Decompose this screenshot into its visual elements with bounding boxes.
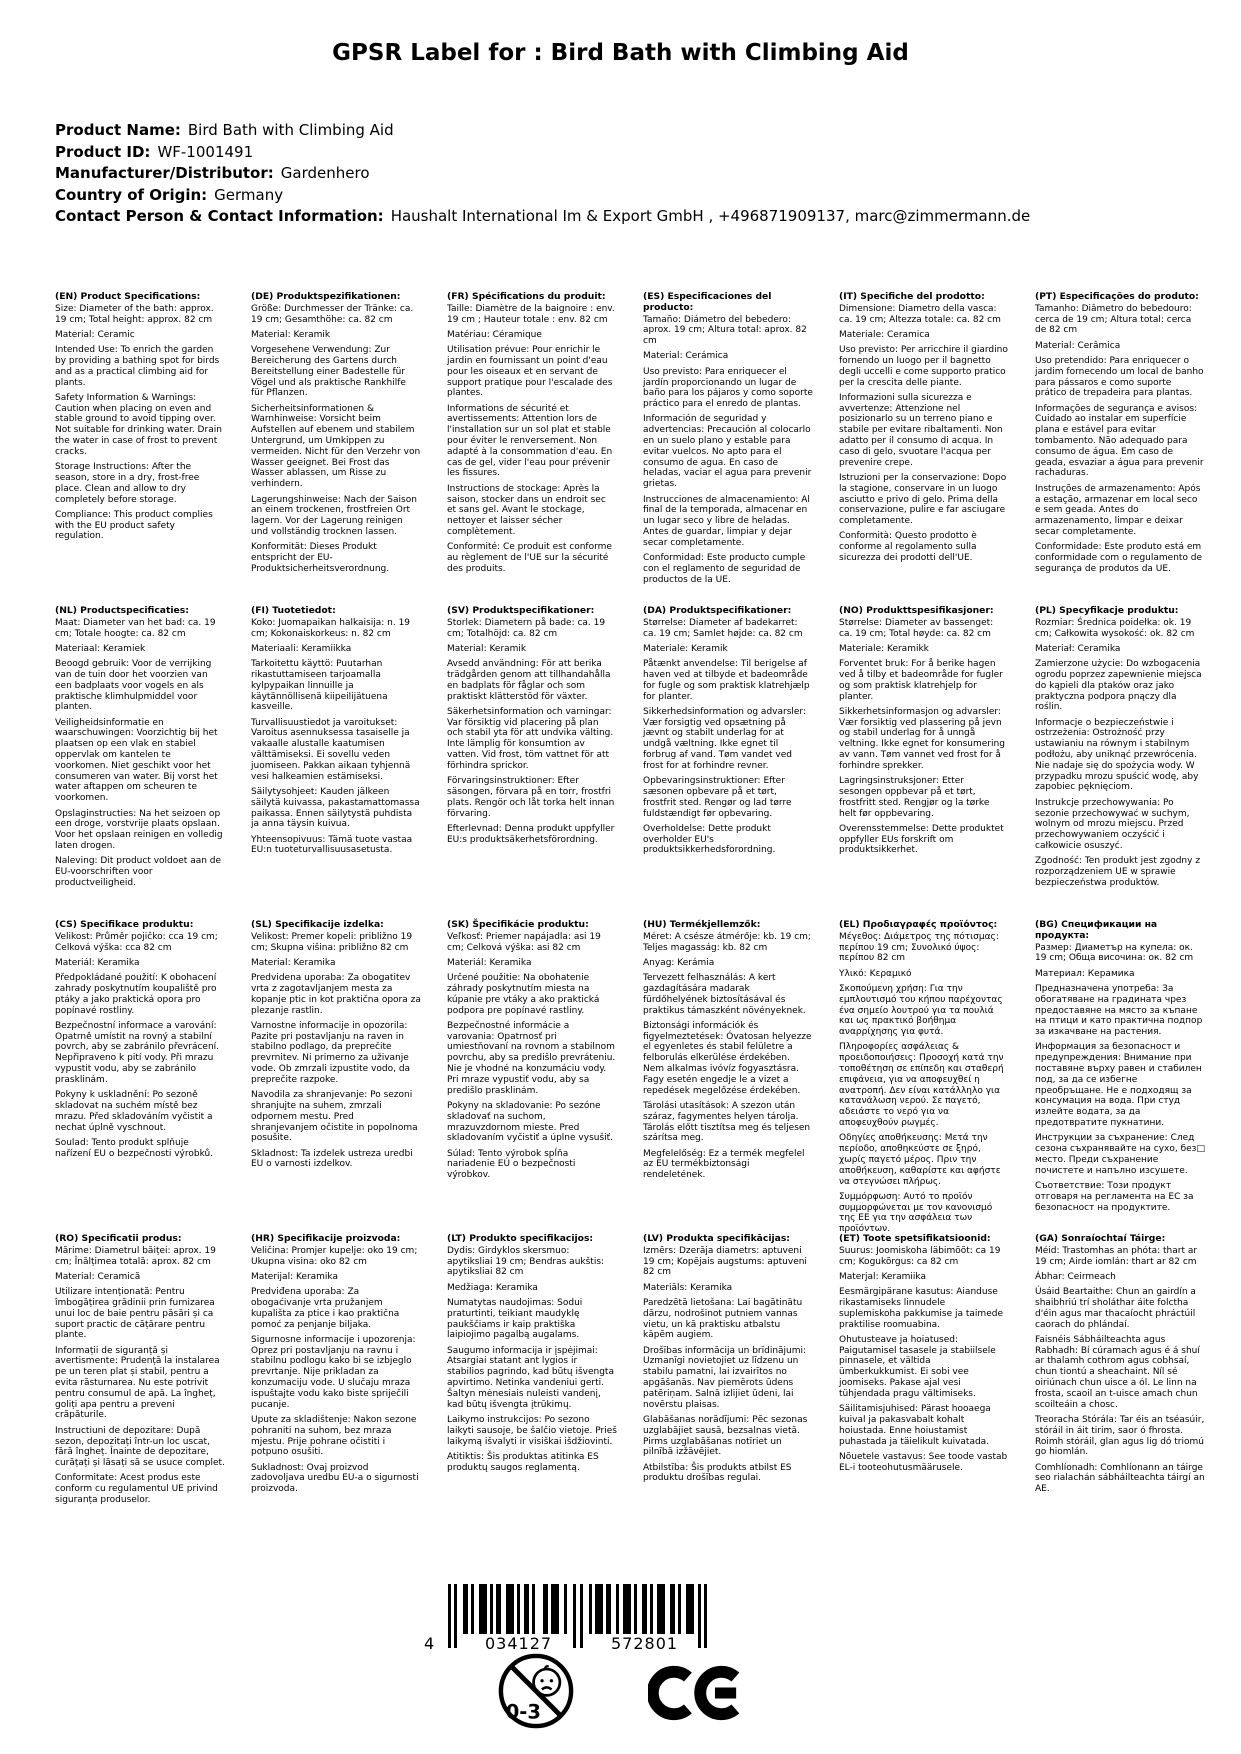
spec-paragraph: Påtænkt anvendelse: Til berigelse af haven ved at tilbyde et badeområde for fugle og som praktisk klatrehjælp for planter. — [643, 659, 810, 702]
language-block-paragraphs — [839, 1246, 1009, 1474]
language-block-paragraphs — [643, 932, 813, 1181]
product-field-value: Germany — [214, 185, 284, 204]
language-block-title: (RO) Specificatii produs: — [55, 1233, 182, 1244]
spec-paragraph: Tamaño: Diámetro del bebedero: aprox. 19 cm; Altura total: aprox. 82 cm — [643, 314, 807, 347]
language-block — [55, 606, 225, 920]
spec-paragraph: Navodila za shranjevanje: Po sezoni shranjujte na suhem, zmrzali odpornem mestu. Pred shranjevanjem očistite in popolnoma posušite. — [251, 1090, 418, 1144]
language-block-title: (BG) Спецификации на продукта: — [1035, 919, 1158, 941]
spec-paragraph: Materiale: Keramik — [643, 643, 728, 654]
language-block — [447, 606, 617, 920]
spec-paragraph: Instruções de armazenamento: Após a estação, armazenar em local seco e sem geada. Antes do armazenamento, limpar e deixar secar completamente. — [1035, 483, 1201, 537]
language-block-title: (ET) Toote spetsifikatsioonid: — [839, 1233, 991, 1244]
product-field-value: WF-1001491 — [157, 142, 254, 161]
language-block-paragraphs — [1035, 304, 1205, 575]
barcode-right-group: 572801 — [608, 1634, 681, 1653]
spec-paragraph: Skladnost: Ta izdelek ustreza uredbi EU o varnosti izdelkov. — [251, 1148, 413, 1170]
spec-paragraph: Instructiuni de depozitare: După sezon, depozitați într-un loc uscat, fără îngheț. Înainte de depozitare, curățați și lăsați să se usuce complet. — [55, 1425, 225, 1469]
spec-paragraph: Instrukcje przechowywania: Po sezonie przechowywać w suchym, wolnym od mrozu miejscu. Przed przechowywaniem oczyścić i całkowicie osuszyć. — [1035, 797, 1190, 851]
spec-paragraph: Informações de segurança e avisos: Cuidado ao instalar em superfície plana e estável para evitar tombamento. Não adequado para consumo de água. Em caso de geada, esvaziar a água para prevenir rachaduras. — [1035, 403, 1204, 479]
language-block-paragraphs — [447, 618, 617, 846]
product-info — [55, 120, 1195, 228]
spec-paragraph: Atitiktis: Šis produktas atitinka ES produktų saugos reglamentą. — [447, 1451, 599, 1473]
spec-paragraph: Säilytysohjeet: Kauden jälkeen säilytä kuivassa, pakastamattomassa paikassa. Ennen säilytystä puhdista ja anna täysin kuivua. — [251, 786, 420, 830]
product-field-row — [55, 142, 1195, 164]
spec-paragraph: Dydis: Girdyklos skersmuo: apytiksliai 19 cm; Bendras aukštis: apytiksliai 82 cm — [447, 1245, 605, 1278]
spec-paragraph: Förvaringsinstruktioner: Efter säsongen, förvara på en torr, frostfri plats. Rengör och låt torka helt innan förvaring. — [447, 776, 615, 819]
spec-paragraph: Materiaali: Keramiikka — [251, 643, 352, 654]
language-block — [1035, 606, 1205, 920]
product-field-row — [55, 206, 1195, 228]
language-block — [643, 606, 813, 920]
spec-paragraph: Sikkerhetsinformasjon og advarsler: Vær forsiktig ved plassering på jevn og stabil underlag for å unngå veltning. Ikke egnet for konsumering av vann. Tøm vannet ved frost for å forhindre sprekker. — [839, 706, 1005, 771]
spec-paragraph: Paredzētā lietošana: Lai bagātinātu dārzu, nodrošinot putniem vannas vietu, un kā praktisku atbalstu kāpēm augiem. — [643, 1297, 803, 1341]
spec-paragraph: Størrelse: Diameter af badekarret: ca. 19 cm; Samlet højde: ca. 82 cm — [643, 617, 803, 639]
product-field-row — [55, 185, 1195, 207]
spec-paragraph: Opbevaringsinstruktioner: Efter sæsonen opbevare på et tørt, frostfrit sted. Rengør og lad tørre fuldstændigt før opbevaring. — [643, 776, 792, 819]
spec-paragraph: Materiał: Ceramika — [1035, 643, 1121, 654]
language-block-title: (PT) Especificações do produto: — [1035, 291, 1199, 302]
language-block-title: (GA) Sonraíochtaí Táirge: — [1035, 1233, 1166, 1244]
spec-paragraph: Uso previsto: Para enriquecer el jardín proporcionando un lugar de baño para los pájaros y como soporte práctico para el enredo de plantas. — [643, 366, 813, 410]
spec-paragraph: Pokyny k uskladnění: Po sezoně skladovat na suchém místě bez mrazu. Před skladováním vyčistit a nechat úplně vyschnout. — [55, 1090, 213, 1133]
spec-paragraph: Suurus: Joomiskoha läbimõõt: ca 19 cm; Kogukõrgus: ca 82 cm — [839, 1245, 1001, 1267]
language-block-title: (SV) Produktspecifikationer: — [447, 605, 595, 616]
language-block — [1035, 292, 1205, 606]
spec-paragraph: Maat: Diameter van het bad: ca. 19 cm; Totale hoogte: ca. 82 cm — [55, 617, 216, 639]
spec-paragraph: Koko: Juomapaikan halkaisija: n. 19 cm; Kokonaiskorkeus: n. 82 cm — [251, 617, 411, 639]
language-block-paragraphs — [447, 1246, 617, 1474]
spec-paragraph: Biztonsági információk és figyelmeztetések: Óvatosan helyezze el egyenletes és stabil felületre a felborulás elkerülése érdekében. Nem alkalmas ivóvíz fogyasztásra. Fagy esetén engedje le a vizet a repedések megelőzése érdekében. — [643, 1020, 812, 1096]
spec-paragraph: Treoracha Stórála: Tar éis an tséasúir, stóráil in áit tirim, saor ó fhrosta. Roimh stóráil, glan agus lig dó triomú go hiomlán. — [1035, 1414, 1205, 1458]
language-block — [55, 1234, 225, 1548]
spec-paragraph: Laikymo instrukcijos: Po sezono laikyti sausoje, be šalčio vietoje. Prieš laikymą išvalyti ir visiškai išdžiovinti. — [447, 1414, 617, 1447]
spec-paragraph: Forventet bruk: For å berike hagen ved å tilby et badeområde for fugler og som praktisk klatrehjelp for planter. — [839, 659, 1003, 702]
spec-paragraph: Nõuetele vastavus: See toode vastab EL-i tooteohutusmäärusele. — [839, 1451, 1008, 1473]
spec-paragraph: Overensstemmelse: Dette produktet oppfyller EUs forskrift om produktsikkerhet. — [839, 823, 1004, 856]
spec-paragraph: Veličina: Promjer kupelje: oko 19 cm; Ukupna visina: oko 82 cm — [251, 1245, 418, 1267]
spec-paragraph: Informations de sécurité et avertissements: Attention lors de l'installation sur un sol plat et stable pour éviter le renversement. Non adapté à la consommation d'eau. En cas de gel, vider l'eau pour prévenir les fissures. — [447, 403, 613, 479]
language-block-paragraphs — [55, 304, 225, 542]
spec-paragraph: Material: Ceramică — [55, 1271, 141, 1282]
language-block — [251, 1234, 421, 1548]
language-block — [839, 920, 1009, 1234]
barcode-lead-digit: 4 — [424, 1634, 436, 1653]
spec-paragraph: Eesmärgipärane kasutus: Aianduse rikastamiseks linnudele suplemiskoha pakkumise ja taimede praktilise roomuabina. — [839, 1287, 1003, 1330]
spec-paragraph: Materjal: Keramiika — [839, 1271, 926, 1282]
product-field-row — [55, 120, 1195, 142]
spec-paragraph: Οδηγίες αποθήκευσης: Μετά την περίοδο, αποθηκεύστε σε ξηρό, χωρίς παγετό μέρος. Πριν την αποθήκευση, καθαρίστε και αφήστε να στεγνώσει πλήρως. — [839, 1133, 1001, 1187]
age-warning-0-3-icon — [497, 1652, 575, 1734]
language-block — [1035, 1234, 1205, 1548]
spec-paragraph: Overholdelse: Dette produkt overholder EU's produktsikkerhedsforordning. — [643, 823, 776, 856]
spec-paragraph: Izmērs: Dzerāja diametrs: aptuveni 19 cm; Kopējais augstums: aptuveni 82 cm — [643, 1245, 807, 1278]
spec-paragraph: Taille: Diamètre de la baignoire : env. 19 cm ; Hauteur totale : env. 82 cm — [447, 303, 615, 325]
spec-paragraph: Veľkosť: Priemer napájadla: asi 19 cm; Celková výška: asi 82 cm — [447, 931, 601, 953]
spec-paragraph: Materiaal: Keramiek — [55, 643, 146, 654]
spec-paragraph: Glabāšanas norādījumi: Pēc sezonas uzglabājiet sausā, bezsalnas vietā. Pirms uzglabāšanas notīriet un pilnībā izžāvējiet. — [643, 1414, 808, 1458]
language-block — [251, 292, 421, 606]
spec-paragraph: Informazioni sulla sicurezza e avvertenze: Attenzione nel posizionarlo su un terreno piano e stabile per evitare ribaltamenti. Non adatto per il consumo di acqua. In caso di gelo, svuotare l'acqua per prevenire crepe. — [839, 392, 1003, 468]
spec-paragraph: Atbilstība: Šis produkts atbilst ES produktu drošības regulai. — [643, 1462, 792, 1484]
language-block — [447, 292, 617, 606]
language-block-paragraphs — [447, 932, 617, 1181]
product-field-label: Product Name: — [55, 121, 181, 139]
spec-paragraph: Dimensione: Diametro della vasca: ca. 19 cm; Altezza totale: ca. 82 cm — [839, 303, 1001, 325]
spec-paragraph: Úsáid Beartaithe: Chun an gairdín a shaibhriú trí sholáthar áite folctha d'éin agus mar thacaíocht phráctúil caorach do phlándaí. — [1035, 1287, 1196, 1330]
spec-paragraph: Intended Use: To enrich the garden by providing a bathing spot for birds and as a practical climbing aid for plants. — [55, 345, 220, 388]
ce-letter-c — [653, 1672, 688, 1714]
spec-paragraph: Konformität: Dieses Produkt entspricht der EU-Produktsicherheitsverordnung. — [251, 542, 390, 574]
spec-paragraph: Materiale: Keramikk — [839, 643, 929, 654]
product-field-label: Product ID: — [55, 142, 151, 161]
spec-paragraph: Megfelelőség: Ez a termék megfelel az EU termékbiztonsági rendeletének. — [643, 1148, 805, 1181]
spec-paragraph: Bezpečnostní informace a varování: Opatrně umístit na rovný a stabilní povrch, aby se zabránilo převrácení. Nepřipraveno k pití vody. Při mrazu vypustit vodu, aby se zabránilo prasklinám. — [55, 1020, 220, 1085]
language-block-paragraphs — [251, 932, 421, 1170]
spec-paragraph: Avsedd användning: För att berika trädgården genom att tillhandahålla en badplats för fåglar och som praktiskt klätterstöd för växter. — [447, 659, 611, 702]
spec-paragraph: Vorgesehene Verwendung: Zur Bereicherung des Gartens durch Bereitstellung einer Badestelle für Vögel und als praktische Rankhilfe für Pflanzen. — [251, 345, 406, 399]
spec-paragraph: Turvallisuustiedot ja varoitukset: Varoitus asennuksessa tasaiselle ja vakaalle alustalle kaatumisen välttämiseksi. Ei sovellu veden juomiseen. Pakkan aikaan tyhjennä vesi halkeamien estämiseksi. — [251, 717, 411, 782]
spec-paragraph: Размер: Диаметър на купела: ок. 19 cm; Обща височина: ок. 82 cm — [1035, 942, 1194, 964]
language-block-title: (SK) Špecifikácie produktu: — [447, 919, 589, 930]
spec-paragraph: Material: Keramik — [251, 329, 331, 340]
language-block-paragraphs — [839, 618, 1009, 856]
product-field-value: Gardenhero — [280, 164, 370, 182]
spec-paragraph: Material: Ceramic — [55, 329, 135, 340]
language-block-paragraphs — [839, 932, 1009, 1235]
language-block-paragraphs — [55, 932, 225, 1160]
product-field-row — [55, 163, 1195, 185]
spec-paragraph: Yhteensopivuus: Tämä tuote vastaa EU:n tuoteturvallisuusasetusta. — [251, 834, 413, 856]
spec-paragraph: Veiligheidsinformatie en waarschuwingen: Voorzichtig bij het plaatsen op een vlak en stabiel oppervlak om kantelen te voorkomen. Niet geschikt voor het consumeren van water. Bij vorst het water aftappen om scheuren te voorkomen. — [55, 717, 218, 804]
spec-paragraph: Lagerungshinweise: Nach der Saison an einem trockenen, frostfreien Ort lagern. Vor der Lagerung reinigen und vollständig trocknen lassen. — [251, 494, 417, 537]
spec-paragraph: Méid: Trastomhas an phóta: thart ar 19 cm; Airde iomlán: thart ar 82 cm — [1035, 1245, 1198, 1267]
product-field-value: Bird Bath with Climbing Aid — [187, 121, 394, 139]
spec-paragraph: Materijal: Keramika — [251, 1271, 338, 1282]
spec-paragraph: Utilisation prévue: Pour enrichir le jardin en fournissant un point d'eau pour les oiseaux et en servant de support pratique pour l'escalade des plantes. — [447, 345, 613, 399]
spec-paragraph: Lagringsinstruksjoner: Etter sesongen oppbevar på et tørt, frostfritt sted. Rengjør og la tørke helt før oppbevaring. — [839, 776, 990, 819]
language-block — [251, 920, 421, 1234]
spec-paragraph: Rozmiar: Średnica poidełka: ok. 19 cm; Całkowita wysokość: ok. 82 cm — [1035, 617, 1195, 639]
spec-paragraph: Material: Cerámica — [643, 351, 729, 362]
spec-paragraph: Istruzioni per la conservazione: Dopo la stagione, conservare in un luogo asciutto e privo di gelo. Prima della conservazione, pulire e far asciugare completamente. — [839, 472, 1007, 527]
spec-paragraph: Größe: Durchmesser der Tränke: ca. 19 cm; Gesamthöhe: ca. 82 cm — [251, 303, 414, 325]
spec-paragraph: Saugumo informacija ir įspėjimai: Atsargiai statant ant lygios ir stabilios pagrindo, kad būtų išvengta apvirtimo. Netinka vandeniui gerti. Šaltyn mėnesiais nuleisti vandenį, kad būtų išvengta įtrūkimų. — [447, 1345, 614, 1410]
spec-paragraph: Tárolási utasítások: A szezon után száraz, fagymentes helyen tárolja. Tárolás előtt tisztítsa meg és teljesen szárítsa meg. — [643, 1100, 811, 1144]
spec-paragraph: Predviđena uporaba: Za obogaćivanje vrta pružanjem kupališta za ptice i kao praktična pomoć za penjanje biljaka. — [251, 1287, 400, 1330]
language-block-paragraphs — [839, 304, 1009, 564]
spec-paragraph: Sikkerhedsinformation og advarsler: Vær forsigtig ved opsætning på jævnt og stabilt underlag for at undgå væltning. Ikke egnet til forbrug af vand. Tøm vandet ved frost for at forhindre revner. — [643, 706, 806, 771]
language-block-paragraphs — [643, 1246, 813, 1484]
barcode-left-group: 034127 — [482, 1634, 555, 1653]
language-block — [839, 1234, 1009, 1548]
language-block — [447, 920, 617, 1234]
spec-paragraph: Информация за безопасност и предупреждения: Внимание при поставяне върху равен и стабилен под, за да се избегне преобръщане. Не е подходящ за консумация на вода. При студ излейте водата, за да предотвратите пукнатини. — [1035, 1042, 1202, 1129]
language-block-title: (EL) Προδιαγραφές προϊόντος: — [839, 919, 998, 930]
language-block-title: (ES) Especificaciones del producto: — [643, 291, 772, 313]
spec-paragraph: Säilitamisjuhised: Pärast hooaega kuival ja pakasvabalt kohalt hoiustada. Enne hoiustamist puhastada ja täielikult kuivatada. — [839, 1404, 991, 1447]
spec-paragraph: Pokyny na skladovanie: Po sezóne skladovať na suchom, mrazuvzdornom mieste. Pred skladovaním vyčistiť a úplne vysušiť. — [447, 1100, 614, 1144]
baby-frown — [542, 1687, 552, 1689]
language-block — [1035, 920, 1205, 1234]
language-block-title: (CS) Specifikace produktu: — [55, 919, 194, 930]
spec-paragraph: Ábhar: Ceirmeach — [1035, 1271, 1116, 1282]
spec-paragraph: Tervezett felhasználás: A kert gazdagítására madarak fürdőhelyének biztosításával és praktikus támaszként növényeknek. — [643, 973, 806, 1016]
spec-paragraph: Utilizare intenționată: Pentru îmbogățirea grădinii prin furnizarea unui loc de baie pentru păsări și ca suport practic de cățărare pentru plante. — [55, 1287, 215, 1341]
spec-paragraph: Materiál: Keramika — [55, 957, 140, 968]
language-block — [643, 292, 813, 606]
spec-paragraph: Předpokládané použití: K obohacení zahrady poskytnutím koupaliště pro ptáky a jako praktická opora pro popínavé rostliny. — [55, 973, 217, 1016]
language-block-paragraphs — [251, 1246, 421, 1495]
spec-paragraph: Información de seguridad y advertencias: Precaución al colocarlo en un suelo plano y estable para evitar vuelcos. No apto para el consumo de agua. En caso de heladas, vaciar el agua para prevenir grietas. — [643, 414, 812, 490]
language-block-paragraphs — [55, 618, 225, 889]
spec-paragraph: Medžiaga: Keramika — [447, 1282, 538, 1293]
language-block — [447, 1234, 617, 1548]
spec-paragraph: Predvidena uporaba: Za obogatitev vrta z zagotavljanjem mesta za kopanje ptic in kot praktična opora za plezanje rastlin. — [251, 973, 421, 1016]
language-block-title: (DE) Produktspezifikationen: — [251, 291, 401, 302]
language-block-title: (SL) Specifikacije izdelka: — [251, 919, 384, 930]
language-block-title: (IT) Specifiche del prodotto: — [839, 291, 985, 302]
spec-paragraph: Bezpečnostné informácie a varovania: Opatrnosť pri umiestňovaní na rovnom a stabilnom povrchu, aby sa predišlo prevráteniu. Nie je vhodné na konzumáciu vody. Pri mraze vypustiť vodu, aby sa predišlo prasklinám. — [447, 1020, 616, 1096]
language-block-title: (NO) Produkttspesifikasjoner: — [839, 605, 994, 616]
spec-paragraph: Sukladnost: Ovaj proizvod zadovoljava uredbu EU-a o sigurnosti proizvoda. — [251, 1462, 419, 1495]
language-blocks-grid — [55, 292, 1205, 1548]
spec-paragraph: Ohutusteave ja hoiatused: Paigutamisel tasasele ja stabiilsele pinnasele, et vältida ümberkukkumist. Ei sobi vee joomiseks. Pakase ajal vesi tühjendada pragu vältimiseks. — [839, 1334, 996, 1399]
spec-paragraph: Faisnéis Sábháilteachta agus Rabhadh: Bí cúramach agus é á shuí ar thalamh cothrom agus cobhsaí, chun tiontú a sheachaint. Níl sé oiriúnach chun uisce a ól. Le linn na frosta, scaoil an t-uisce amach chun scoilteáin a chosc. — [1035, 1334, 1200, 1410]
spec-paragraph: Storlek: Diametern på bade: ca. 19 cm; Totalhöjd: ca. 82 cm — [447, 617, 606, 639]
spec-paragraph: Υλικό: Κεραμικό — [839, 968, 912, 979]
spec-paragraph: Conformità: Questo prodotto è conforme al regolamento sulla sicurezza dei prodotti dell'UE. — [839, 531, 977, 564]
language-block-paragraphs — [1035, 618, 1205, 889]
language-block-title: (FI) Tuotetiedot: — [251, 605, 336, 616]
spec-paragraph: Størrelse: Diameter av bassenget: ca. 19 cm; Total høyde: ca. 82 cm — [839, 617, 994, 639]
age-range-text: 0-3 — [505, 1700, 541, 1724]
spec-paragraph: Matériau: Céramique — [447, 329, 542, 340]
spec-paragraph: Upute za skladištenje: Nakon sezone pohraniti na suhom, bez mraza mjestu. Prije pohrane očistiti i potpuno osušiti. — [251, 1414, 417, 1458]
spec-paragraph: Συμμόρφωση: Αυτό το προϊόν συμμορφώνεται με τον κανονισμό της ΕΕ για την ασφάλεια των προϊόντων. — [839, 1191, 993, 1235]
spec-paragraph: Numatytas naudojimas: Sodui praturtinti, teikiant maudyklę paukščiams ir kaip praktiška laipiojimo pagalbą augalams. — [447, 1297, 583, 1341]
language-block-paragraphs — [643, 315, 813, 586]
spec-paragraph: Zgodność: Ten produkt jest zgodny z rozporządzeniem UE w sprawie bezpieczeństwa produktów. — [1035, 856, 1201, 888]
spec-paragraph: Conformité: Ce produit est conforme au règlement de l'UE sur la sécurité des produits. — [447, 542, 612, 574]
spec-paragraph: Conformitate: Acest produs este conform cu regulamentul UE privind siguranța produselor. — [55, 1473, 218, 1506]
language-block-paragraphs — [1035, 943, 1205, 1214]
spec-paragraph: Compliance: This product complies with the EU product safety regulation. — [55, 509, 213, 542]
spec-paragraph: Uso pretendido: Para enriquecer o jardim fornecendo um local de banho para pássaros e como suporte prático de trepadeira para plantas. — [1035, 355, 1204, 399]
spec-paragraph: Tarkoitettu käyttö: Puutarhan rikastuttamiseen tarjoamalla kylpypaikan linnuille ja käytännöllisenä kiipeilijätuena kasveille. — [251, 659, 388, 713]
language-block — [839, 292, 1009, 606]
spec-paragraph: Naleving: Dit product voldoet aan de EU-voorschriften voor productveiligheid. — [55, 856, 222, 888]
spec-paragraph: Sicherheitsinformationen & Warnhinweise: Vorsicht beim Aufstellen auf ebenem und stabilem Untergrund, um Umkippen zu vermeiden. Nicht für den Verzehr von Wasser geeignet. Bei Frost das Wasser ablassen, um Risse zu verhindern. — [251, 403, 421, 490]
language-block-paragraphs — [1035, 1246, 1205, 1495]
spec-paragraph: Anyag: Kerámia — [643, 957, 715, 968]
spec-paragraph: Size: Diameter of the bath: approx. 19 cm; Total height: approx. 82 cm — [55, 303, 214, 325]
spec-paragraph: Varnostne informacije in opozorila: Pazite pri postavljanju na raven in stabilno podlago, da preprečite prevrnitev. Ni primerno za uživanje vode. Ob zmrzali izpustite vodo, da preprečite razpoke. — [251, 1020, 411, 1085]
language-block-title: (HR) Specifikacije proizvoda: — [251, 1233, 401, 1244]
spec-paragraph: Предназначена употреба: За обогатяване на градината чрез предоставяне на място за къпане на птици и като практична подпор за изкачване на растения. — [1035, 983, 1203, 1038]
spec-paragraph: Инструкции за съхранение: След сезона съхранявайте на сухо, без□ место. Преди съхранение почистете и напълно изсушете. — [1035, 1133, 1205, 1176]
spec-paragraph: Súlad: Tento výrobok spĺňa nariadenie EÚ o bezpečnosti výrobkov. — [447, 1148, 576, 1181]
spec-paragraph: Μέγεθος: Διάμετρος της πότισμας: περίπου 19 cm; Συνολικό ύψος: περίπου 82 cm — [839, 931, 999, 964]
spec-paragraph: Materiāls: Keramika — [643, 1282, 733, 1293]
language-block-title: (FR) Spécifications du produit: — [447, 291, 606, 302]
language-block-title: (NL) Productspecificaties: — [55, 605, 189, 616]
spec-paragraph: Material: Keramika — [251, 957, 336, 968]
spec-paragraph: Velikost: Premer kopeli: približno 19 cm; Skupna višina: približno 82 cm — [251, 931, 413, 953]
spec-paragraph: Efterlevnad: Denna produkt uppfyller EU:s produktsäkerhetsförordning. — [447, 823, 615, 845]
spec-paragraph: Soulad: Tento produkt splňuje nařízení EU o bezpečnosti výrobků. — [55, 1137, 214, 1159]
language-block — [643, 1234, 813, 1548]
spec-paragraph: Mărime: Diametrul băiței: aprox. 19 cm; Înălțimea totală: aprox. 82 cm — [55, 1245, 216, 1267]
language-block — [839, 606, 1009, 920]
spec-paragraph: Tamanho: Diâmetro do bebedouro: cerca de 19 cm; Altura total: cerca de 82 cm — [1035, 303, 1192, 336]
spec-paragraph: Σκοπούμενη χρήση: Για την εμπλουτισμό του κήπου παρέχοντας ένα σημείο λουτρού για τα πουλιά και ως πρακτικό βοήθημα αναρρίχησης για φυτά. — [839, 983, 1003, 1038]
spec-paragraph: Conformidad: Este producto cumple con el reglamento de seguridad de productos de la UE. — [643, 553, 806, 585]
language-block-paragraphs — [55, 1246, 225, 1506]
spec-paragraph: Beoogd gebruik: Voor de verrijking van de tuin door het voorzien van een badplaats voor vogels en als praktische klimhulpmiddel voor planten. — [55, 659, 212, 713]
spec-paragraph: Comhlíonadh: Comhlíonann an táirge seo rialachán sábháilteachta táirgí an AE. — [1035, 1462, 1205, 1495]
product-field-label: Manufacturer/Distributor: — [55, 164, 274, 182]
language-block — [55, 292, 225, 606]
language-block — [251, 606, 421, 920]
product-field-label: Contact Person & Contact Information: — [55, 207, 384, 225]
spec-paragraph: Safety Information & Warnings: Caution when placing on even and stable ground to avoid tipping over. Not suitable for drinking water. Drain the water in case of frost to prevent cracks. — [55, 392, 222, 457]
product-field-label: Country of Origin: — [55, 185, 208, 204]
spec-paragraph: Material: Cerâmica — [1035, 340, 1121, 351]
language-block-title: (LT) Produkto specifikacijos: — [447, 1233, 594, 1244]
spec-paragraph: Drošības informācija un brīdinājumi: Uzmanīgi novietojiet uz līdzenu un stabilu pamatni, lai izvairītos no apgāšanās. Nav piemērots ūdens patēriņam. Salnā izlijiet ūdeni, lai novērstu plaisas. — [643, 1345, 807, 1410]
page-title: GPSR Label for : Bird Bath with Climbing Aid — [332, 40, 909, 66]
language-block-title: (LV) Produkta specifikācijas: — [643, 1233, 790, 1244]
spec-paragraph: Material: Keramik — [447, 643, 527, 654]
ean-barcode — [424, 1584, 707, 1653]
spec-paragraph: Sigurnosne informacije i upozorenja: Oprez pri postavljanju na ravnu i stabilnu podlogu kako bi se izbjeglo prevrtanje. Nije prikladan za konzumaciju vode. U slučaju mraza ispuštajte vodu kako biste spriječili pucanje. — [251, 1334, 416, 1410]
spec-paragraph: Informații de siguranță și avertismente: Prudență la instalarea pe un teren plat și stabil, pentru a evita răsturnarea. Nu este potrivit pentru consumul de apă. La îngheț, goliți apa pentru a preveni crăpăturile. — [55, 1345, 220, 1421]
spec-paragraph: Instrucciones de almacenamiento: Al final de la temporada, almacenar en un lugar seco y libre de heladas. Antes de guardar, limpiar y dejar secar completamente. — [643, 494, 810, 548]
spec-paragraph: Méret: A csésze átmérője: kb. 19 cm; Teljes magasság: kb. 82 cm — [643, 931, 811, 953]
language-block-paragraphs — [251, 304, 421, 575]
spec-paragraph: Uso previsto: Per arricchire il giardino fornendo un luogo per il bagnetto degli uccelli e come supporto pratico per la crescita delle piante. — [839, 345, 1008, 388]
language-block-paragraphs — [447, 304, 617, 575]
spec-paragraph: Zamierzone użycie: Do wzbogacenia ogrodu poprzez zapewnienie miejsca do kąpieli dla ptaków oraz jako praktyczna podpora pnączy dla roślin. — [1035, 659, 1202, 713]
spec-paragraph: Материал: Керамика — [1035, 968, 1135, 979]
spec-paragraph: Säkerhetsinformation och varningar: Var försiktig vid placering på plan och stabil yta för att undvika välting. Inte lämplig för konsumtion av vatten. Vid frost, töm vattnet för att förhindra sprickor. — [447, 706, 614, 771]
spec-paragraph: Informacje o bezpieczeństwie i ostrzeżenia: Ostrożność przy ustawianiu na równym i stabilnym podłożu, aby uniknąć przewrócenia. Nie nadaje się do spożycia wody. W przypadku mrozu spuścić wodę, aby zapobiec pęknięciom. — [1035, 717, 1199, 793]
product-field-value: Haushalt International Im & Export GmbH , +496871909137, marc@zimmermann.de — [390, 207, 1031, 225]
language-block-title: (HU) Termékjellemzők: — [643, 919, 761, 930]
spec-paragraph: Určené použitie: Na obohatenie záhrady poskytnutím miesta na kúpanie pre vtáky a ako praktická podpora pre popínavé rastliny. — [447, 973, 600, 1016]
language-block-title: (PL) Specyfikacje produktu: — [1035, 605, 1179, 616]
language-block — [643, 920, 813, 1234]
spec-paragraph: Съответствие: Този продукт отговаря на регламента на ЕС за безопасност на продуктите. — [1035, 1181, 1194, 1213]
spec-paragraph: Storage Instructions: After the season, store in a dry, frost-free place. Clean and allow to dry completely before storage. — [55, 462, 200, 505]
spec-paragraph: Materiál: Keramika — [447, 957, 532, 968]
language-block — [55, 920, 225, 1234]
spec-paragraph: Velikost: Průměr pojičko: cca 19 cm; Celková výška: cca 82 cm — [55, 931, 218, 953]
spec-paragraph: Πληροφορίες ασφάλειας & προειδοποιήσεις: Προσοχή κατά την τοποθέτηση σε επίπεδη και σταθερή επιφάνεια, για να αποφευχθεί η ανατροπή. Δεν είναι κατάλληλο για κατανάλωση νερού. Σε παγετό, αδειάστε το νερό για να αποφευχθούν ρωγμές. — [839, 1042, 1004, 1129]
language-block-paragraphs — [643, 618, 813, 856]
spec-paragraph: Conformidade: Este produto está em conformidade com o regulamento de segurança de produtos da UE. — [1035, 542, 1203, 574]
spec-paragraph: Materiale: Ceramica — [839, 329, 930, 340]
language-block-paragraphs — [251, 618, 421, 856]
language-block-title: (DA) Produktspecifikationer: — [643, 605, 792, 616]
language-block-title: (EN) Product Specifications: — [55, 291, 201, 302]
ce-mark-icon — [648, 1662, 748, 1728]
spec-paragraph: Instructions de stockage: Après la saison, stocker dans un endroit sec et sans gel. Avant le stockage, nettoyer et laisser sécher complètement. — [447, 483, 606, 537]
spec-paragraph: Opslaginstructies: Na het seizoen op een droge, vorstvrije plaats opslaan. Voor het opslaan reinigen en volledig laten drogen. — [55, 808, 223, 851]
